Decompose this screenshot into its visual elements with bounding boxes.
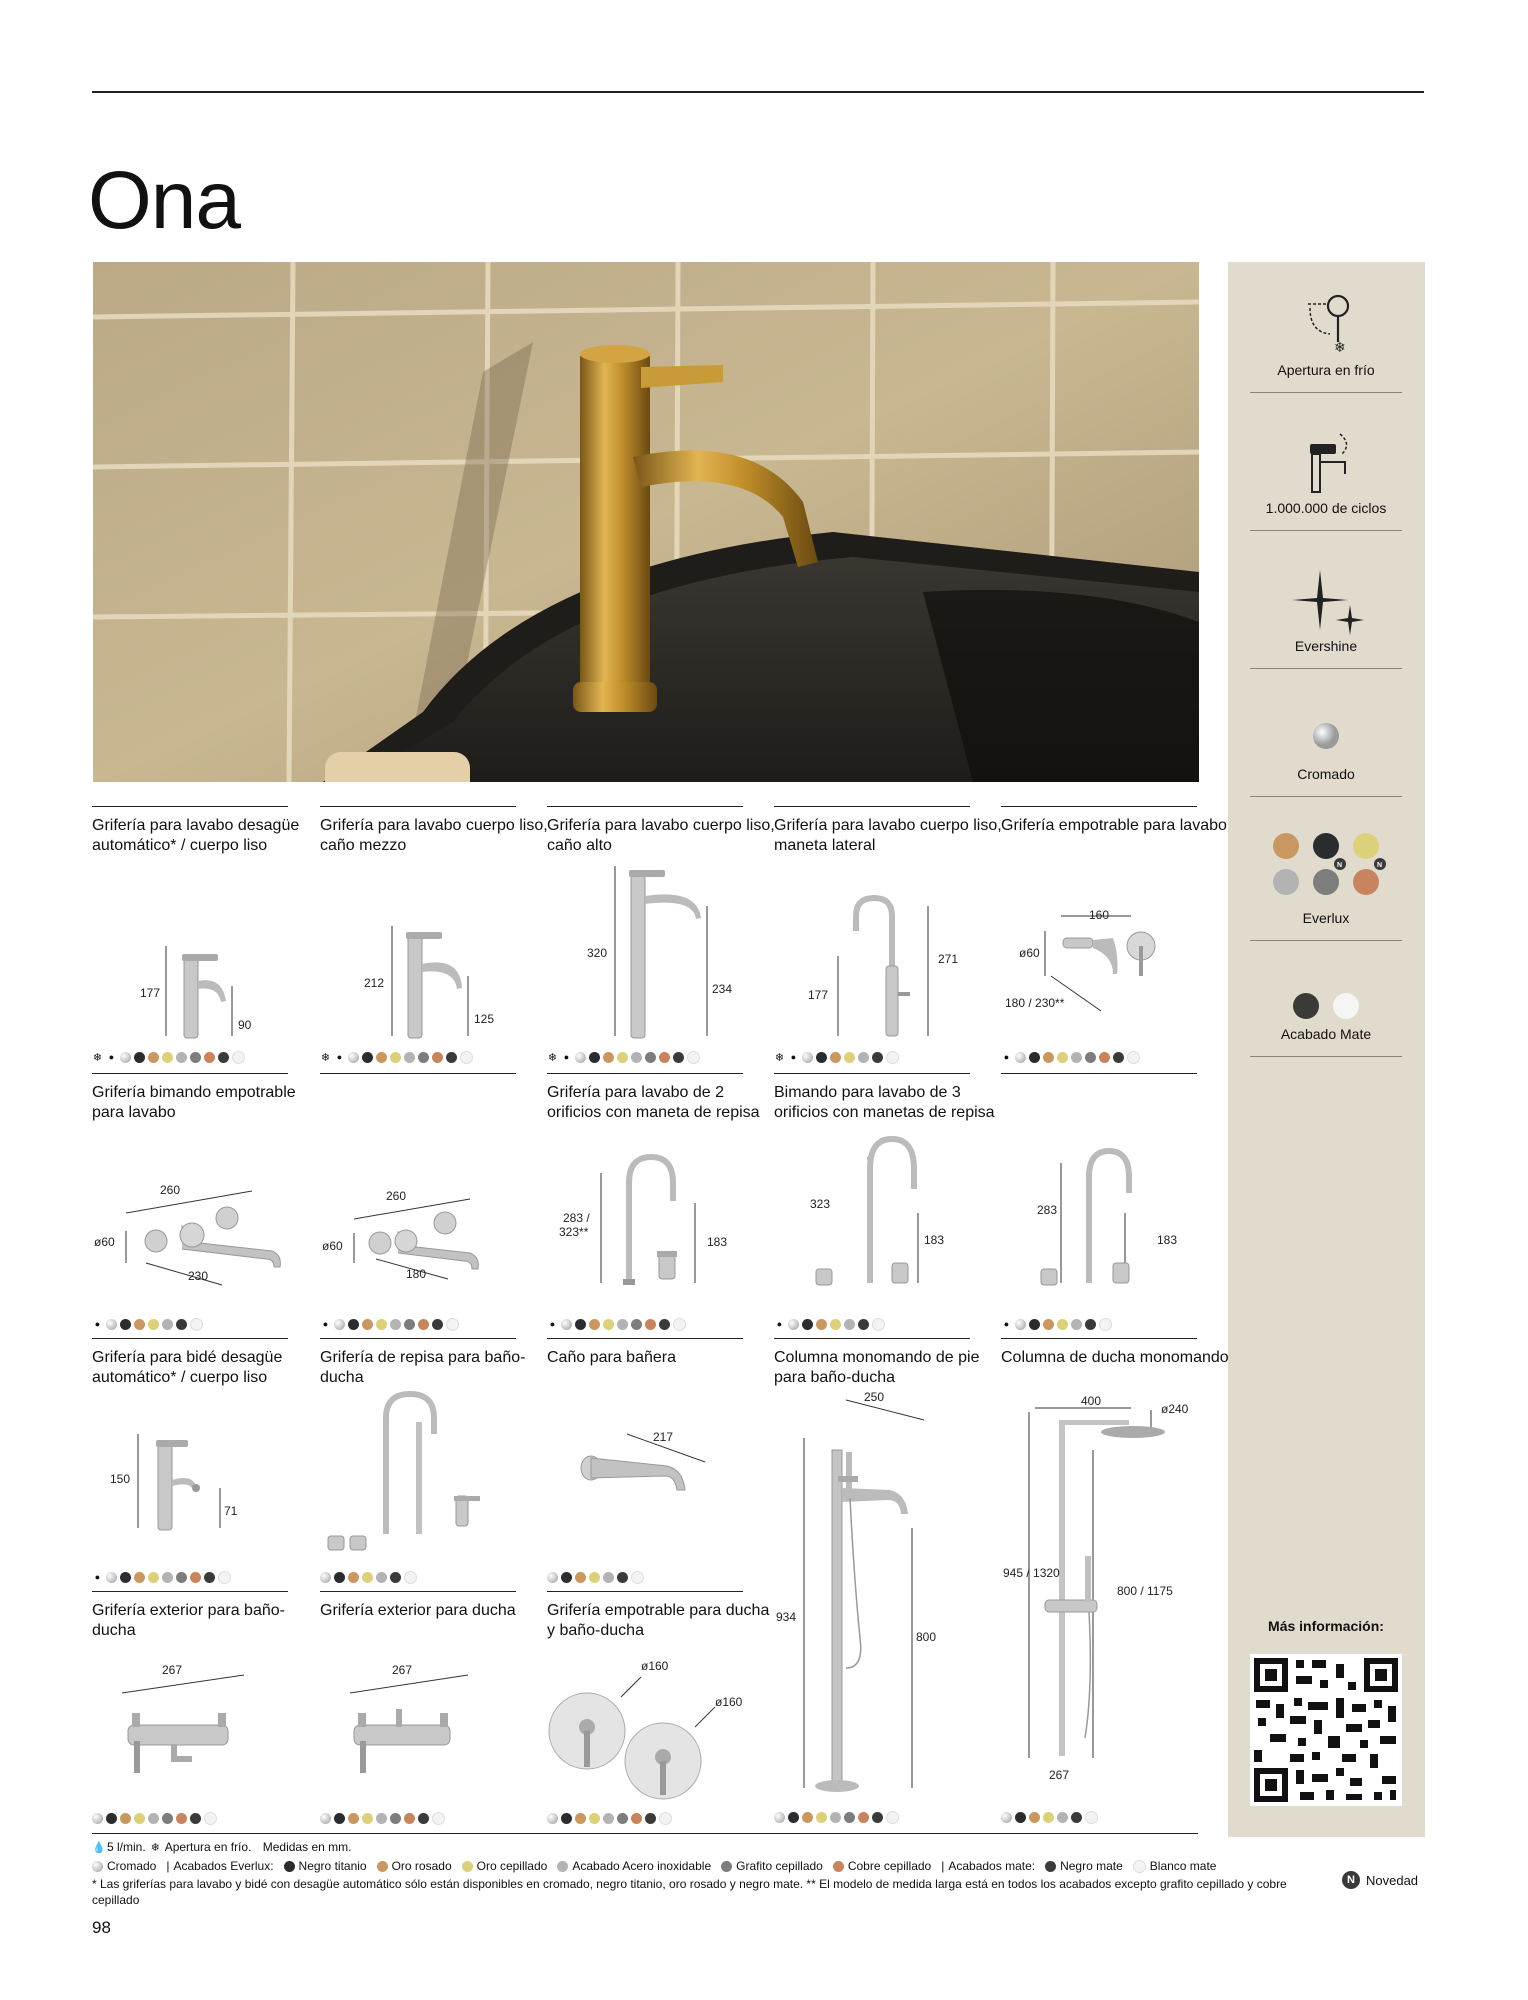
- drop-icon: ●: [94, 1572, 101, 1582]
- finish-swatch-oro-rosado: [603, 1052, 614, 1063]
- finish-swatch-negro-mate: [176, 1319, 187, 1330]
- finish-swatch-negro-mate: [872, 1052, 883, 1063]
- legend-label: Acabados Everlux:: [173, 1859, 274, 1873]
- finish-swatch-oro-rosado: [348, 1813, 359, 1824]
- finish-swatch-cromado: [561, 1319, 572, 1330]
- finish-swatch-negro-mate: [673, 1052, 684, 1063]
- finish-swatch-oro-cepillado: [1043, 1812, 1054, 1823]
- finish-swatch-cromado: [92, 1813, 103, 1824]
- finish-swatch-oro-rosado: [148, 1052, 159, 1063]
- finish-swatch-cromado: [1015, 1319, 1026, 1330]
- drop-icon: ●: [563, 1052, 570, 1062]
- three-hole-basin-faucet-short-image[interactable]: [1001, 1073, 1197, 1323]
- legend-swatch-blanco-mate: [1133, 1860, 1146, 1873]
- finish-swatch-negro-titanio: [1029, 1319, 1040, 1330]
- finish-swatch-cobre-cepillado: [190, 1572, 201, 1583]
- finish-swatch-negro-mate: [446, 1052, 457, 1063]
- finish-swatch-grafito-cepillado: [404, 1319, 415, 1330]
- product-cell: Grifería exterior para baño-ducha 267: [92, 1591, 288, 1833]
- legend-label: Blanco mate: [1149, 1859, 1217, 1873]
- exposed-shower-faucet-image[interactable]: [320, 1591, 516, 1821]
- cycles-icon: [1250, 422, 1402, 502]
- finish-swatch-oro-cepillado: [148, 1572, 159, 1583]
- finish-swatch-oro-rosado: [589, 1319, 600, 1330]
- finish-swatch-cromado: [802, 1052, 813, 1063]
- finish-swatch-cromado: [320, 1572, 331, 1583]
- finish-swatch-acero-inoxidable: [830, 1812, 841, 1823]
- product-cell: Grifería para lavabo de 2 orificios con maneta de repisa 283 / 323** 183 ●: [547, 1073, 743, 1338]
- product-name: Grifería para lavabo cuerpo liso, maneta lateral: [774, 817, 1002, 854]
- finish-swatch-cromado: [547, 1813, 558, 1824]
- product-cell: [320, 1338, 526, 1591]
- legend-label: Grafito cepillado: [736, 1859, 823, 1873]
- drop-icon: ●: [549, 1319, 556, 1329]
- finish-swatch-grafito-cepillado: [176, 1572, 187, 1583]
- finish-swatch-negro-titanio: [802, 1319, 813, 1330]
- finish-swatch-negro-mate: [1113, 1052, 1124, 1063]
- finish-swatch-acero-inoxidable: [404, 1052, 415, 1063]
- finish-swatch-cobre-cepillado: [858, 1812, 869, 1823]
- product-name: Grifería para lavabo de 2 orificios con maneta de repisa: [547, 1084, 760, 1121]
- finish-swatch-oro-cepillado: [589, 1572, 600, 1583]
- finish-swatch-oro-rosado: [120, 1813, 131, 1824]
- drop-icon: ●: [1003, 1052, 1010, 1062]
- finish-swatch-cobre-cepillado: [204, 1052, 215, 1063]
- finish-swatch-cromado: [106, 1319, 117, 1330]
- finish-swatch-cromado: [774, 1812, 785, 1823]
- product-cell: 260 ø60 180 ●: [320, 1073, 516, 1338]
- finish-swatch-acero-inoxidable: [176, 1052, 187, 1063]
- drop-icon: ●: [790, 1052, 797, 1062]
- product-name: Grifería para lavabo cuerpo liso, caño mezzo: [320, 817, 548, 854]
- finish-dots: [1001, 1810, 1098, 1824]
- finish-swatch-cromado: [575, 1052, 586, 1063]
- drop-icon: ●: [1003, 1319, 1010, 1329]
- finish-swatch-oro-cepillado: [162, 1052, 173, 1063]
- product-name: Grifería para lavabo desagüe automático* / cuerpo liso: [92, 817, 300, 854]
- legend-swatch-oro-rosado: [377, 1861, 388, 1872]
- legend-footnote: * Las griferías para lavabo y bidé con desagüe automático sólo están disponibles en cromado, negro titanio, oro rosado y negro mate. ** El modelo de medida larga está en todos los acabados excepto grafito cepillado y cobre cepillado: [92, 1877, 1287, 1907]
- finish-dots: [547, 1811, 672, 1825]
- finish-swatch-negro-titanio: [788, 1812, 799, 1823]
- legend-line-1: 💧 5 l/min. ❄ Apertura en frío. Medidas en mm.: [92, 1840, 352, 1854]
- finish-swatch-acero-inoxidable: [603, 1813, 614, 1824]
- finish-swatch-blanco-mate: [404, 1571, 417, 1584]
- features-sidebar: [1228, 262, 1425, 1837]
- legend-swatch-negro-titanio: [284, 1861, 295, 1872]
- finish-dots: [547, 1570, 644, 1584]
- finish-swatch-negro-titanio: [106, 1813, 117, 1824]
- finish-swatch-cromado: [334, 1319, 345, 1330]
- feature-label: 1.000.000 de ciclos: [1265, 500, 1387, 516]
- finish-swatch-blanco-mate: [886, 1051, 899, 1064]
- finish-swatch-grafito-cepillado: [617, 1813, 628, 1824]
- sparkle-icon: [1250, 560, 1402, 640]
- feature-cromado: [1250, 710, 1402, 782]
- legend-label: Cromado: [107, 1859, 157, 1873]
- snowflake-icon: ❄: [320, 1051, 331, 1064]
- product-name: Grifería para lavabo cuerpo liso, caño alto: [547, 817, 775, 854]
- finish-swatch-negro-titanio: [134, 1052, 145, 1063]
- wall-bimando-faucet-short-image[interactable]: [320, 1073, 516, 1323]
- finish-swatch-oro-cepillado: [830, 1319, 841, 1330]
- feature-cycles: [1250, 422, 1402, 516]
- product-cell: Grifería para bidé desagüe automático* / cuerpo liso 150 71 ●: [92, 1338, 288, 1591]
- feature-cold-opening: [1250, 282, 1402, 378]
- finish-swatch-negro-titanio: [120, 1319, 131, 1330]
- finish-swatch-cobre-cepillado: [176, 1813, 187, 1824]
- wall-basin-faucet-image[interactable]: [1001, 806, 1197, 1056]
- finish-dots: [547, 1050, 700, 1064]
- finish-swatch-cobre-cepillado: [645, 1319, 656, 1330]
- finish-swatch-oro-rosado: [348, 1572, 359, 1583]
- top-rule: [92, 91, 1424, 93]
- finish-swatch-blanco-mate: [1127, 1051, 1140, 1064]
- finish-swatch-grafito-cepillado: [162, 1813, 173, 1824]
- finish-swatch-cromado: [1001, 1812, 1012, 1823]
- finish-swatch-oro-cepillado: [816, 1812, 827, 1823]
- everlux-swatches-icon: [1250, 822, 1402, 922]
- feature-label: Evershine: [1294, 638, 1358, 654]
- finish-swatch-grafito-cepillado: [844, 1812, 855, 1823]
- legend-label: Negro mate: [1060, 1859, 1123, 1873]
- finish-swatch-blanco-mate: [1099, 1318, 1112, 1331]
- finish-swatch-acero-inoxidable: [631, 1052, 642, 1063]
- finish-dots: [774, 1317, 885, 1331]
- finish-swatch-negro-titanio: [334, 1572, 345, 1583]
- legend-line-2: Cromado | Acabados Everlux: Negro titanio Oro rosado Oro cepillado Acabado Acero inoxidable Grafito cepillado Cobre cepillado | Acabados mate: Negro mate Blanco mate: [92, 1859, 1222, 1873]
- product-name: Grifería empotrable para ducha y baño-ducha: [547, 1602, 770, 1639]
- finish-swatch-cromado: [106, 1572, 117, 1583]
- finish-swatch-oro-cepillado: [589, 1813, 600, 1824]
- finish-swatch-cobre-cepillado: [418, 1319, 429, 1330]
- finish-swatch-oro-rosado: [575, 1813, 586, 1824]
- finish-swatch-negro-titanio: [589, 1052, 600, 1063]
- finish-swatch-negro-mate: [659, 1319, 670, 1330]
- finish-swatch-oro-rosado: [830, 1052, 841, 1063]
- finish-swatch-blanco-mate: [190, 1318, 203, 1331]
- bath-spout-image[interactable]: [547, 1338, 743, 1578]
- drop-icon: ●: [322, 1319, 329, 1329]
- finish-dots: [92, 1570, 231, 1584]
- drop-icon: ●: [336, 1052, 343, 1062]
- legend-swatch-acero-inoxidable: [557, 1861, 568, 1872]
- finish-swatch-oro-rosado: [134, 1319, 145, 1330]
- product-name: Grifería bimando empotrable para lavabo: [92, 1084, 296, 1121]
- finish-swatch-acero-inoxidable: [1071, 1052, 1082, 1063]
- finish-dots: [774, 1810, 899, 1824]
- svg-text:❄: ❄: [1334, 339, 1346, 352]
- legend-swatch-grafito-cepillado: [721, 1861, 732, 1872]
- finish-swatch-blanco-mate: [687, 1051, 700, 1064]
- finish-swatch-blanco-mate: [872, 1318, 885, 1331]
- product-cell: Grifería para lavabo cuerpo liso, caño alto 320 234 ❄ ●: [547, 806, 743, 1073]
- finish-swatch-acero-inoxidable: [1071, 1319, 1082, 1330]
- finish-swatch-negro-titanio: [561, 1813, 572, 1824]
- bidet-faucet-image[interactable]: [92, 1338, 288, 1578]
- product-cell: Grifería empotrable para ducha y baño-ducha ø160 ø160: [547, 1591, 743, 1833]
- finish-swatch-blanco-mate: [218, 1571, 231, 1584]
- exposed-bath-shower-faucet-image[interactable]: [92, 1591, 288, 1821]
- finish-swatch-grafito-cepillado: [631, 1319, 642, 1330]
- feature-everlux: [1250, 822, 1402, 925]
- product-name: Grifería de repisa para baño-ducha: [320, 1349, 526, 1386]
- finish-dots: [1001, 1317, 1112, 1331]
- legend-label: Oro cepillado: [476, 1859, 548, 1873]
- finish-swatch-oro-cepillado: [390, 1052, 401, 1063]
- drop-icon: ●: [776, 1319, 783, 1329]
- product-cell: Columna monomando de pie para baño-ducha 250 934 800: [774, 1338, 970, 1833]
- finish-swatch-blanco-mate: [446, 1318, 459, 1331]
- finish-swatch-negro-mate: [1071, 1812, 1082, 1823]
- new-badge-icon: N: [1342, 1871, 1360, 1889]
- svg-text:N: N: [1377, 862, 1383, 869]
- finish-swatch-blanco-mate: [232, 1051, 245, 1064]
- finish-swatch-cromado: [120, 1052, 131, 1063]
- finish-dots: [320, 1811, 445, 1825]
- basin-faucet-tall-image[interactable]: [547, 806, 743, 1056]
- finish-swatch-negro-mate: [190, 1813, 201, 1824]
- finish-swatch-acero-inoxidable: [162, 1572, 173, 1583]
- finish-swatch-cromado: [547, 1572, 558, 1583]
- more-info-label: Más información:: [1268, 1618, 1384, 1634]
- finish-swatch-oro-rosado: [134, 1572, 145, 1583]
- finish-swatch-blanco-mate: [886, 1811, 899, 1824]
- legend-label: Acabados mate:: [948, 1859, 1036, 1873]
- finish-dots: [547, 1317, 686, 1331]
- finish-swatch-cobre-cepillado: [1099, 1052, 1110, 1063]
- finish-swatch-negro-titanio: [1015, 1812, 1026, 1823]
- finish-swatch-cobre-cepillado: [404, 1813, 415, 1824]
- finish-dots: [1001, 1050, 1140, 1064]
- chrome-swatch-icon: [1250, 710, 1402, 750]
- feature-label: Cromado: [1297, 766, 1355, 782]
- finish-swatch-oro-cepillado: [362, 1813, 373, 1824]
- finish-swatch-oro-cepillado: [1057, 1052, 1068, 1063]
- finish-swatch-acero-inoxidable: [617, 1319, 628, 1330]
- product-cell: Grifería bimando empotrable para lavabo 260 ø60 230 ●: [92, 1073, 288, 1338]
- finish-swatch-negro-titanio: [362, 1052, 373, 1063]
- legend-swatch-oro-cepillado: [462, 1861, 473, 1872]
- finish-swatch-oro-rosado: [802, 1812, 813, 1823]
- legend-swatch-cobre-cepillado: [833, 1861, 844, 1872]
- finish-swatch-negro-titanio: [120, 1572, 131, 1583]
- product-cell: Columna de ducha monomando 400 ø240 945 / 1320 800 / 1175 267: [1001, 1338, 1197, 1833]
- bottom-rule: [92, 1833, 1198, 1834]
- finish-swatch-cromado: [1015, 1052, 1026, 1063]
- svg-text:N: N: [1337, 862, 1343, 869]
- feature-acabado-mate: [1250, 980, 1402, 1042]
- snowflake-icon: ❄: [92, 1051, 103, 1064]
- product-name: Grifería empotrable para lavabo: [1001, 817, 1227, 834]
- drop-icon: ●: [108, 1052, 115, 1062]
- freestanding-bath-column-image[interactable]: [774, 1338, 970, 1818]
- finish-dots: [320, 1570, 417, 1584]
- product-name: Grifería exterior para baño-ducha: [92, 1602, 285, 1639]
- finish-swatch-negro-mate: [390, 1572, 401, 1583]
- feature-label: Acabado Mate: [1280, 1026, 1372, 1042]
- finish-swatch-oro-rosado: [1043, 1052, 1054, 1063]
- finish-swatch-negro-titanio: [561, 1572, 572, 1583]
- product-cell: 283 183 ●: [1001, 1073, 1197, 1338]
- finish-swatch-blanco-mate: [1085, 1811, 1098, 1824]
- basin-faucet-image[interactable]: [92, 806, 288, 1056]
- finish-swatch-oro-cepillado: [844, 1052, 855, 1063]
- finish-swatch-negro-titanio: [348, 1319, 359, 1330]
- product-cell: Grifería exterior para ducha 267: [320, 1591, 516, 1833]
- three-hole-basin-faucet-image[interactable]: [774, 1073, 970, 1323]
- drop-icon: 💧: [92, 1841, 106, 1854]
- product-name: Caño para bañera: [547, 1349, 676, 1366]
- finish-swatch-acero-inoxidable: [162, 1319, 173, 1330]
- legend-label: Negro titanio: [298, 1859, 367, 1873]
- novedad-key: N Novedad: [1342, 1871, 1418, 1889]
- snowflake-icon: ❄: [774, 1051, 785, 1064]
- product-name: Grifería para bidé desagüe automático* / cuerpo liso: [92, 1349, 283, 1386]
- snowflake-icon: ❄: [150, 1841, 160, 1854]
- finish-swatch-cobre-cepillado: [659, 1052, 670, 1063]
- feature-evershine: [1250, 560, 1402, 654]
- feature-label: Apertura en frío: [1277, 362, 1375, 378]
- finish-swatch-negro-mate: [872, 1812, 883, 1823]
- cold-opening-icon: [1250, 282, 1402, 352]
- finish-swatch-oro-cepillado: [1057, 1319, 1068, 1330]
- finish-swatch-cromado: [320, 1813, 331, 1824]
- finish-swatch-oro-rosado: [816, 1319, 827, 1330]
- finish-swatch-blanco-mate: [460, 1051, 473, 1064]
- finish-swatch-blanco-mate: [673, 1318, 686, 1331]
- page-number: 98: [92, 1918, 111, 1937]
- legend-label: Cobre cepillado: [847, 1859, 932, 1873]
- finish-swatch-oro-rosado: [1029, 1812, 1040, 1823]
- finish-swatch-negro-mate: [218, 1052, 229, 1063]
- finish-swatch-blanco-mate: [204, 1812, 217, 1825]
- finish-swatch-negro-titanio: [575, 1319, 586, 1330]
- finish-dots: [320, 1050, 473, 1064]
- finish-swatch-negro-mate: [645, 1813, 656, 1824]
- finish-swatch-negro-titanio: [816, 1052, 827, 1063]
- legend-swatch-cromado: [92, 1861, 103, 1872]
- deck-bath-shower-faucet-image[interactable]: [320, 1338, 516, 1578]
- product-cell: Grifería empotrable para lavabo 160 ø60 180 / 230** ●: [1001, 806, 1197, 1073]
- product-name: Bimando para lavabo de 3 orificios con manetas de repisa: [774, 1084, 995, 1121]
- finish-swatch-blanco-mate: [659, 1812, 672, 1825]
- two-hole-basin-faucet-image[interactable]: [547, 1073, 743, 1323]
- finish-swatch-acero-inoxidable: [603, 1572, 614, 1583]
- finish-swatch-oro-cepillado: [148, 1319, 159, 1330]
- finish-swatch-grafito-cepillado: [1085, 1052, 1096, 1063]
- finish-dots: [92, 1050, 245, 1064]
- legend-label: Acabado Acero inoxidable: [572, 1859, 712, 1873]
- finish-dots: [92, 1317, 203, 1331]
- page-title: Ona: [88, 155, 240, 246]
- finish-swatch-cobre-cepillado: [432, 1052, 443, 1063]
- finish-swatch-oro-cepillado: [134, 1813, 145, 1824]
- finish-swatch-negro-titanio: [1029, 1052, 1040, 1063]
- finish-swatch-grafito-cepillado: [418, 1052, 429, 1063]
- finish-swatch-negro-mate: [617, 1572, 628, 1583]
- finish-swatch-cromado: [348, 1052, 359, 1063]
- product-cell: Grifería para lavabo cuerpo liso, caño mezzo 212 125 ❄ ●: [320, 806, 516, 1073]
- finish-dots: [92, 1811, 217, 1825]
- finish-dots: [320, 1317, 459, 1331]
- basin-faucet-lateral-image[interactable]: [774, 806, 970, 1056]
- finish-swatch-negro-mate: [432, 1319, 443, 1330]
- product-cell: Grifería para lavabo cuerpo liso, maneta lateral 177 271 ❄ ●: [774, 806, 970, 1073]
- matte-swatches-icon: [1250, 980, 1402, 1020]
- finish-dots: [774, 1050, 899, 1064]
- finish-swatch-blanco-mate: [631, 1571, 644, 1584]
- product-name: Columna monomando de pie para baño-ducha: [774, 1349, 980, 1386]
- finish-swatch-acero-inoxidable: [376, 1572, 387, 1583]
- product-cell: Caño para bañera 217: [547, 1338, 743, 1591]
- finish-swatch-acero-inoxidable: [390, 1319, 401, 1330]
- finish-swatch-oro-cepillado: [617, 1052, 628, 1063]
- concealed-shower-faucet-image[interactable]: [547, 1591, 743, 1821]
- product-cell: Bimando para lavabo de 3 orificios con manetas de repisa 323 183 ●: [774, 1073, 970, 1338]
- finish-swatch-acero-inoxidable: [844, 1319, 855, 1330]
- finish-swatch-acero-inoxidable: [1057, 1812, 1068, 1823]
- finish-swatch-negro-mate: [418, 1813, 429, 1824]
- product-name: Grifería exterior para ducha: [320, 1602, 516, 1619]
- legend-label: Oro rosado: [391, 1859, 452, 1873]
- finish-swatch-oro-rosado: [362, 1319, 373, 1330]
- wall-bimando-faucet-image[interactable]: [92, 1073, 288, 1323]
- hero-photo-gold-faucet: [93, 262, 1199, 782]
- finish-swatch-oro-rosado: [575, 1572, 586, 1583]
- finish-swatch-oro-cepillado: [603, 1319, 614, 1330]
- finish-swatch-oro-cepillado: [362, 1572, 373, 1583]
- finish-swatch-grafito-cepillado: [645, 1052, 656, 1063]
- finish-swatch-oro-cepillado: [376, 1319, 387, 1330]
- finish-swatch-acero-inoxidable: [376, 1813, 387, 1824]
- legend-swatch-negro-mate: [1045, 1861, 1056, 1872]
- drop-icon: ●: [94, 1319, 101, 1329]
- finish-swatch-negro-mate: [858, 1319, 869, 1330]
- product-name: Columna de ducha monomando: [1001, 1349, 1229, 1366]
- finish-swatch-oro-rosado: [376, 1052, 387, 1063]
- qr-code-icon[interactable]: [1250, 1654, 1402, 1806]
- finish-swatch-negro-mate: [1085, 1319, 1096, 1330]
- finish-swatch-grafito-cepillado: [190, 1052, 201, 1063]
- finish-swatch-negro-mate: [204, 1572, 215, 1583]
- finish-swatch-blanco-mate: [432, 1812, 445, 1825]
- feature-label: Everlux: [1302, 910, 1350, 926]
- finish-swatch-grafito-cepillado: [390, 1813, 401, 1824]
- finish-swatch-oro-rosado: [1043, 1319, 1054, 1330]
- finish-swatch-cromado: [788, 1319, 799, 1330]
- finish-swatch-cobre-cepillado: [631, 1813, 642, 1824]
- finish-swatch-negro-titanio: [334, 1813, 345, 1824]
- finish-swatch-acero-inoxidable: [148, 1813, 159, 1824]
- snowflake-icon: ❄: [547, 1051, 558, 1064]
- product-cell: Grifería para lavabo desagüe automático* / cuerpo liso 177 90 ❄ ●: [92, 806, 288, 1073]
- finish-swatch-acero-inoxidable: [858, 1052, 869, 1063]
